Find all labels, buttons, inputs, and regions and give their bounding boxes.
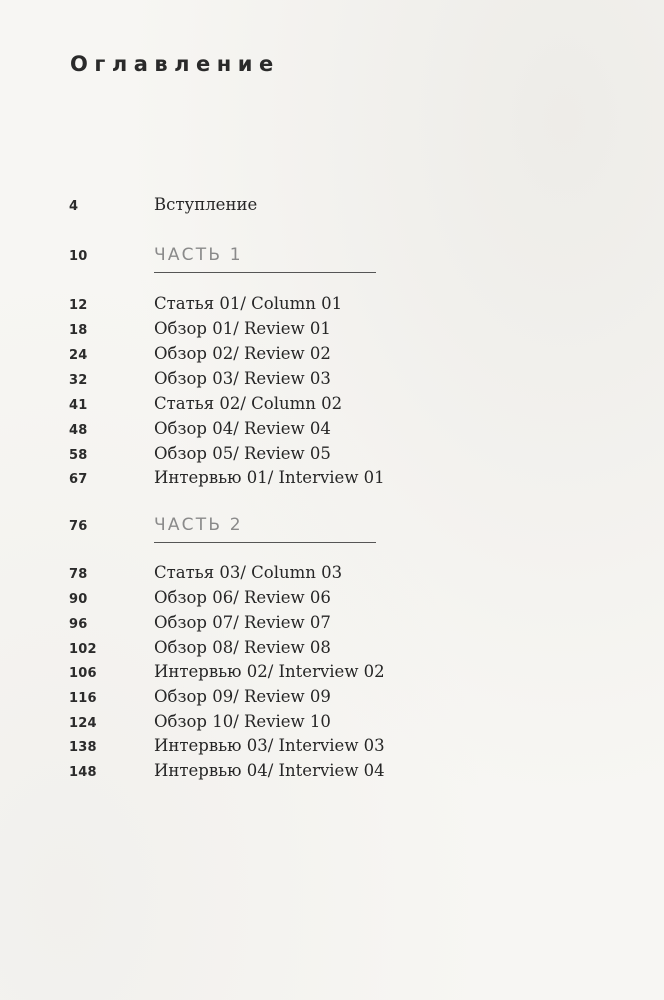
toc-entry[interactable]: [0, 637, 664, 661]
toc-entry[interactable]: [0, 318, 664, 342]
toc-entry[interactable]: [0, 443, 664, 467]
toc-page-number: 116: [69, 691, 97, 706]
toc-entry[interactable]: [0, 661, 664, 685]
toc-page-number: 24: [69, 348, 88, 363]
toc-entry-label: Обзор 09/ Review 09: [154, 687, 331, 706]
toc-page-number: 148: [69, 765, 97, 780]
toc-page-number: 48: [69, 423, 88, 438]
part-heading: ЧАСТЬ 1: [154, 245, 243, 265]
toc-entry[interactable]: [0, 562, 664, 586]
toc-page-number: 90: [69, 592, 88, 607]
part-heading: ЧАСТЬ 2: [154, 515, 243, 535]
toc-page-number: 96: [69, 617, 88, 632]
toc-entry-label: Интервью 02/ Interview 02: [154, 662, 385, 681]
toc-entry-label: Обзор 05/ Review 05: [154, 444, 331, 463]
toc-page-number: 41: [69, 398, 88, 413]
toc-entry-label: Обзор 06/ Review 06: [154, 588, 331, 607]
toc-entry[interactable]: [0, 612, 664, 636]
toc-page-number: 138: [69, 740, 97, 755]
toc-entry-label: Обзор 01/ Review 01: [154, 319, 331, 338]
toc-entry-label: Обзор 07/ Review 07: [154, 613, 331, 632]
toc-entry-label: Обзор 03/ Review 03: [154, 369, 331, 388]
toc-entry[interactable]: [0, 735, 664, 759]
toc-entry-label: Вступление: [154, 195, 258, 214]
toc-entry[interactable]: [0, 760, 664, 784]
toc-entry[interactable]: [0, 418, 664, 442]
toc-page-number: 18: [69, 323, 88, 338]
toc-page-number: 78: [69, 567, 88, 582]
toc-entry[interactable]: [0, 467, 664, 491]
toc-page-number: 58: [69, 448, 88, 463]
toc-entry-label: Интервью 03/ Interview 03: [154, 736, 385, 755]
toc-page-number: 32: [69, 373, 88, 388]
toc-page-number: 124: [69, 716, 97, 731]
part-underline: [154, 272, 376, 273]
toc-entry[interactable]: [0, 587, 664, 611]
toc-entry-label: Статья 01/ Column 01: [154, 294, 343, 313]
part-underline: [154, 542, 376, 543]
toc-entry[interactable]: [0, 343, 664, 367]
toc-page-number: 10: [69, 249, 88, 264]
toc-part-2-header[interactable]: [0, 514, 664, 538]
toc-page-number: 4: [69, 199, 79, 214]
toc-entry-label: Статья 02/ Column 02: [154, 394, 343, 413]
toc-page-number: 76: [69, 519, 88, 534]
toc-entry[interactable]: [0, 393, 664, 417]
toc-entry[interactable]: [0, 686, 664, 710]
toc-entry-label: Обзор 02/ Review 02: [154, 344, 331, 363]
page-title: Оглавление: [70, 52, 280, 76]
toc-entry-label: Статья 03/ Column 03: [154, 563, 343, 582]
toc-entry[interactable]: [0, 368, 664, 392]
toc-page-number: 106: [69, 666, 97, 681]
toc-entry-intro[interactable]: [0, 194, 664, 218]
toc-page-number: 12: [69, 298, 88, 313]
toc-entry[interactable]: [0, 293, 664, 317]
toc-entry[interactable]: [0, 711, 664, 735]
toc-page-number: 102: [69, 642, 97, 657]
toc-entry-label: Обзор 10/ Review 10: [154, 712, 331, 731]
toc-entry-label: Обзор 04/ Review 04: [154, 419, 331, 438]
toc-part-1-header[interactable]: [0, 244, 664, 268]
toc-page-number: 67: [69, 472, 88, 487]
toc-entry-label: Обзор 08/ Review 08: [154, 638, 331, 657]
toc-entry-label: Интервью 04/ Interview 04: [154, 761, 385, 780]
toc-entry-label: Интервью 01/ Interview 01: [154, 468, 385, 487]
